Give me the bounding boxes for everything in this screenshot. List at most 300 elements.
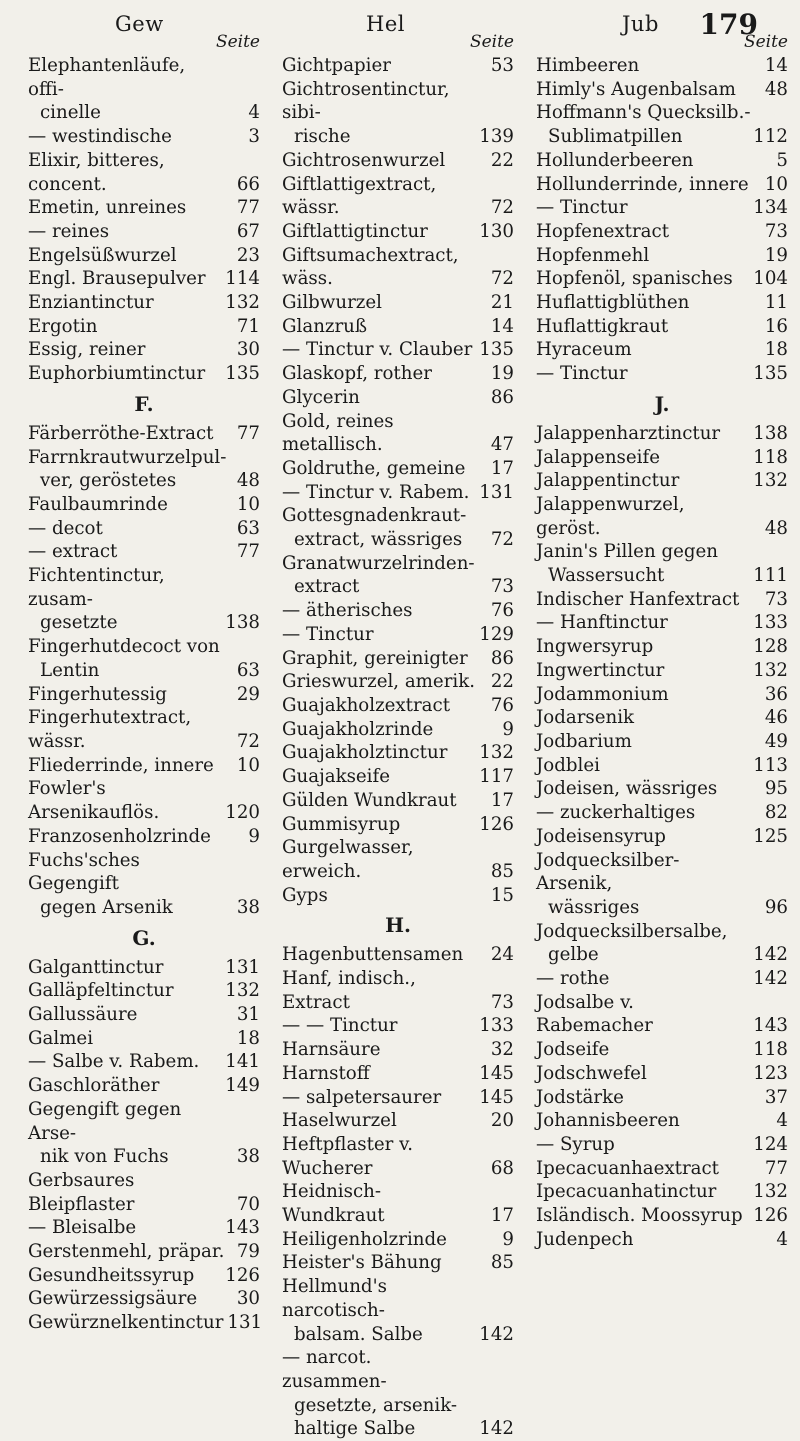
entry-page-number: 66 (236, 173, 260, 195)
index-entry (282, 1251, 514, 1275)
index-entry (282, 967, 514, 1014)
entry-page-number: 36 (764, 683, 788, 705)
index-entry (28, 1074, 260, 1098)
entry-page-number: 126 (225, 1264, 260, 1286)
entry-page-number: 32 (490, 1039, 514, 1061)
index-entry (536, 291, 788, 315)
entry-term: Lentin (40, 659, 100, 681)
entry-page-number: 70 (236, 1193, 260, 1215)
entry-term: cinelle (40, 102, 101, 124)
index-entry (536, 220, 788, 244)
entry-term: Johannisbeeren (536, 1110, 680, 1132)
index-entry (282, 220, 514, 244)
index-entry (28, 683, 260, 707)
entry-page-number: 125 (753, 825, 788, 847)
index-entry (282, 1014, 514, 1038)
entry-term: — Tinctur v. Rabem. (282, 481, 470, 503)
index-entry (536, 446, 788, 470)
index-entry (282, 765, 514, 789)
index-column-2 (282, 30, 514, 1441)
entry-term: balsam. Salbe (294, 1323, 423, 1345)
entry-term: wässriges (548, 896, 640, 918)
entry-term: — Tinctur (282, 623, 374, 645)
entry-term: Gallussäure (28, 1004, 138, 1026)
index-entry (282, 1275, 514, 1322)
entry-page-number: 118 (753, 1039, 788, 1061)
entry-term: — Syrup (536, 1133, 615, 1155)
entry-term: Fichtentinctur, zusam- (28, 565, 165, 610)
entry-term: Fingerhutessig (28, 683, 167, 705)
entry-term: Jalappenwurzel, geröst. (536, 493, 685, 539)
index-entry (28, 611, 260, 635)
index-entry (282, 386, 514, 410)
entry-term: Ingwertinctur (536, 659, 665, 681)
entry-page-number: 20 (490, 1110, 514, 1132)
index-entry (28, 315, 260, 339)
index-entry (536, 801, 788, 825)
entry-term: haltige Salbe (294, 1418, 416, 1440)
entry-page-number: 72 (236, 730, 260, 752)
entry-page-number: 111 (753, 565, 788, 587)
index-entry (536, 101, 788, 125)
entry-page-number: 17 (490, 457, 514, 479)
entry-page-number: 86 (490, 386, 514, 408)
entry-term: — zuckerhaltiges (536, 802, 696, 824)
entry-page-number: 31 (236, 1004, 260, 1026)
entry-page-number: 30 (236, 339, 260, 361)
index-entry (536, 1180, 788, 1204)
entry-term: Jalappentinctur (536, 470, 680, 492)
entry-term: Euphorbiumtinctur (28, 363, 206, 385)
entry-term: Jodeisen, wässriges (536, 778, 718, 800)
entry-page-number: 23 (236, 244, 260, 266)
entry-page-number: 77 (236, 197, 260, 219)
entry-term: Jalappenharztinctur (536, 422, 721, 444)
entry-page-number: 68 (490, 1157, 514, 1179)
entry-page-number: 71 (236, 315, 260, 337)
index-entry (28, 101, 260, 125)
index-entry (282, 481, 514, 505)
entry-page-number: 132 (753, 1181, 788, 1203)
entry-term: — Bleisalbe (28, 1217, 137, 1239)
entry-page-number: 5 (776, 149, 788, 171)
entry-page-number: 9 (248, 825, 260, 847)
entry-page-number: 37 (764, 1086, 788, 1108)
index-entry (282, 789, 514, 813)
index-columns (28, 30, 788, 1441)
entry-term: Harnstoff (282, 1062, 370, 1084)
entry-term: Gold, reines metallisch. (282, 410, 394, 456)
entry-term: Galläpfeltinctur (28, 980, 174, 1002)
entry-page-number: 145 (479, 1086, 514, 1108)
entry-term: Guajakholzextract (282, 694, 451, 716)
entry-page-number: 104 (753, 268, 788, 290)
entry-term: Heister's Bähung (282, 1252, 442, 1274)
index-entry (28, 979, 260, 1003)
entry-term: Hopfenöl, spanisches (536, 268, 733, 290)
index-entry (282, 836, 514, 883)
entry-term: ver, geröstetes (40, 470, 177, 492)
entry-page-number: 4 (776, 1228, 788, 1250)
index-entry (282, 1228, 514, 1252)
index-entry (282, 78, 514, 125)
index-entry (282, 149, 514, 173)
index-entry (536, 659, 788, 683)
index-entry (28, 149, 260, 196)
index-entry (282, 1133, 514, 1180)
index-entry (282, 125, 514, 149)
index-entry (536, 1133, 788, 1157)
entry-term: Gewürzessigsäure (28, 1288, 198, 1310)
index-entry (536, 362, 788, 386)
entry-term: Guajakholzrinde (282, 718, 434, 740)
entry-page-number: 22 (490, 671, 514, 693)
entry-term: Ingwersyrup (536, 636, 654, 658)
index-entry (536, 967, 788, 991)
index-entry (28, 706, 260, 753)
entry-term: Huflattigkraut (536, 315, 669, 337)
entry-term: rische (294, 126, 351, 148)
index-entry (28, 1216, 260, 1240)
index-entry (282, 1394, 514, 1418)
entry-term: — Tinctur (536, 363, 628, 385)
entry-term: Huflattigblüthen (536, 292, 690, 314)
index-entry (282, 884, 514, 908)
entry-page-number: 38 (236, 1146, 260, 1168)
entry-page-number: 138 (225, 612, 260, 634)
entry-page-number: 143 (225, 1217, 260, 1239)
index-entry (536, 1204, 788, 1228)
index-column-3 (536, 30, 788, 1441)
entry-term: Haselwurzel (282, 1110, 397, 1132)
entry-term: Janin's Pillen gegen (536, 541, 718, 563)
entry-term: Jodblei (536, 754, 600, 776)
entry-term: Essig, reiner (28, 339, 146, 361)
entry-term: extract, wässriges (294, 529, 463, 551)
entry-term: Fliederrinde, innere (28, 754, 214, 776)
index-entry (536, 1086, 788, 1110)
entry-term: Jodbarium (536, 730, 632, 752)
entry-page-number: 19 (764, 244, 788, 266)
entry-term: Gülden Wundkraut (282, 789, 457, 811)
index-entry (28, 1027, 260, 1051)
entry-page-number: 113 (753, 754, 788, 776)
entry-page-number: 126 (479, 813, 514, 835)
entry-term: Glaskopf, rother (282, 363, 432, 385)
entry-page-number: 73 (764, 588, 788, 610)
entry-page-number: 21 (490, 292, 514, 314)
index-entry (536, 422, 788, 446)
entry-page-number: 72 (490, 268, 514, 290)
entry-term: Grieswurzel, amerik. (282, 671, 476, 693)
entry-page-number: 85 (490, 1252, 514, 1274)
entry-term: Hellmund's narcotisch- (282, 1276, 387, 1321)
index-entry (28, 754, 260, 778)
entry-term: Heftpflaster v. Wucherer (282, 1133, 414, 1179)
entry-page-number: 73 (490, 576, 514, 598)
index-entry (536, 493, 788, 540)
index-entry (28, 635, 260, 659)
entry-term: Heiligenholzrinde (282, 1228, 447, 1250)
entry-term: — Salbe v. Rabem. (28, 1051, 200, 1073)
entry-page-number: 30 (236, 1288, 260, 1310)
index-entry (536, 1109, 788, 1133)
entry-term: — salpetersaurer (282, 1086, 442, 1108)
index-entry (282, 410, 514, 457)
entry-page-number: 15 (490, 884, 514, 906)
entry-page-number: 142 (753, 944, 788, 966)
entry-term: Hollunderbeeren (536, 149, 694, 171)
index-entry (28, 291, 260, 315)
entry-page-number: 3 (248, 126, 260, 148)
section-letter: G. (132, 925, 156, 950)
entry-page-number: 4 (248, 102, 260, 124)
index-entry (536, 244, 788, 268)
index-entry (28, 659, 260, 683)
index-entry (536, 849, 788, 896)
entry-page-number: 114 (225, 268, 260, 290)
entry-page-number: 86 (490, 647, 514, 669)
entry-page-number: 46 (764, 707, 788, 729)
index-entry (282, 1346, 514, 1393)
entry-page-number: 76 (490, 600, 514, 622)
entry-term: — westindische (28, 126, 172, 148)
index-entry (28, 125, 260, 149)
entry-page-number: 132 (753, 470, 788, 492)
entry-term: Engl. Brausepulver (28, 268, 206, 290)
index-entry (282, 623, 514, 647)
index-entry (28, 1003, 260, 1027)
entry-term: Fuchs'sches Gegengift (28, 849, 140, 895)
index-entry (28, 1287, 260, 1311)
index-entry (282, 943, 514, 967)
column-head-seite: Seite (743, 32, 788, 52)
entry-term: Gesundheitssyrup (28, 1264, 195, 1286)
entry-page-number: 134 (753, 197, 788, 219)
entry-page-number: 9 (502, 718, 514, 740)
entry-term: gesetzte, arsenik- (294, 1394, 458, 1416)
entry-page-number: 29 (236, 683, 260, 705)
entry-page-number: 72 (490, 197, 514, 219)
entry-page-number: 16 (764, 315, 788, 337)
entry-term: Gilbwurzel (282, 292, 382, 314)
entry-page-number: 117 (479, 766, 514, 788)
index-entry (282, 575, 514, 599)
entry-page-number: 96 (764, 896, 788, 918)
entry-term: Harnsäure (282, 1039, 381, 1061)
index-entry (282, 1062, 514, 1086)
entry-page-number: 135 (225, 363, 260, 385)
entry-page-number: 145 (479, 1062, 514, 1084)
entry-term: Ipecacuanhaextract (536, 1157, 719, 1179)
index-entry (536, 564, 788, 588)
index-entry (28, 338, 260, 362)
entry-page-number: 124 (753, 1133, 788, 1155)
index-entry (282, 1086, 514, 1110)
entry-term: Glanzruß (282, 315, 368, 337)
entry-term: Galmei (28, 1027, 94, 1049)
entry-page-number: 10 (764, 173, 788, 195)
index-entry (536, 777, 788, 801)
entry-page-number: 17 (490, 789, 514, 811)
entry-page-number: 77 (236, 422, 260, 444)
entry-term: gegen Arsenik (40, 896, 173, 918)
index-entry (282, 647, 514, 671)
entry-page-number: 47 (490, 434, 514, 456)
entry-page-number: 118 (753, 446, 788, 468)
entry-term: Hyraceum (536, 339, 632, 361)
index-entry (28, 540, 260, 564)
entry-page-number: 135 (753, 363, 788, 385)
index-entry (28, 849, 260, 896)
section-letter: J. (654, 391, 670, 416)
index-entry (536, 943, 788, 967)
entry-page-number: 141 (225, 1051, 260, 1073)
index-entry (536, 540, 788, 564)
index-entry (282, 599, 514, 623)
index-entry (28, 1311, 263, 1335)
entry-page-number: 18 (236, 1027, 260, 1049)
entry-page-number: 138 (753, 422, 788, 444)
index-entry (282, 362, 514, 386)
entry-term: Guajakholztinctur (282, 742, 448, 764)
entry-term: Emetin, unreines (28, 197, 187, 219)
index-entry (282, 670, 514, 694)
entry-page-number: 149 (225, 1075, 260, 1097)
entry-term: Gurgelwasser, erweich. (282, 837, 414, 882)
entry-term: Gichtpapier (282, 55, 391, 76)
entry-term: Galganttinctur (28, 956, 164, 978)
index-entry (536, 825, 788, 849)
index-entry (536, 730, 788, 754)
index-entry (282, 504, 514, 528)
entry-term: Hagenbuttensamen (282, 944, 464, 966)
entry-page-number: 133 (479, 1015, 514, 1037)
index-entry (282, 1109, 514, 1133)
entry-term: Guajakseife (282, 766, 390, 788)
entry-term: Hopfenextract (536, 220, 670, 242)
entry-term: Jodschwefel (536, 1062, 647, 1084)
entry-page-number: 9 (502, 1228, 514, 1250)
entry-page-number: 120 (225, 802, 260, 824)
entry-page-number: 53 (490, 55, 514, 76)
index-entry (282, 54, 514, 78)
entry-page-number: 38 (236, 896, 260, 918)
entry-page-number: 79 (236, 1241, 260, 1263)
header-center-word: Hel (366, 12, 405, 36)
entry-term: Giftlattigextract, wässr. (282, 173, 437, 219)
index-entry (536, 1038, 788, 1062)
entry-page-number: 72 (490, 529, 514, 551)
entry-term: Gyps (282, 884, 328, 906)
index-entry (536, 78, 788, 102)
index-entry (536, 635, 788, 659)
entry-term: Isländisch. Moossyrup (536, 1205, 743, 1227)
entry-page-number: 142 (479, 1323, 514, 1345)
index-entry (282, 528, 514, 552)
index-entry (536, 706, 788, 730)
entry-page-number: 14 (490, 315, 514, 337)
entry-term: — Tinctur (536, 197, 628, 219)
entry-term: Engelsüßwurzel (28, 244, 177, 266)
entry-term: Goldruthe, gemeine (282, 457, 466, 479)
index-entry (536, 1157, 788, 1181)
entry-page-number: 48 (764, 517, 788, 539)
entry-term: Glycerin (282, 386, 360, 408)
entry-term: Himly's Augenbalsam (536, 78, 736, 100)
entry-term: Färberröthe-Extract (28, 422, 214, 444)
entry-term: Fingerhutdecoct von (28, 636, 220, 658)
index-entry (282, 1323, 514, 1347)
entry-term: Gichtrosenwurzel (282, 149, 446, 171)
index-entry (536, 315, 788, 339)
index-entry (28, 1145, 260, 1169)
index-entry (28, 564, 260, 611)
entry-page-number: 19 (490, 363, 514, 385)
index-entry (28, 267, 260, 291)
index-entry (28, 956, 260, 980)
entry-term: — extract (28, 541, 118, 563)
entry-page-number: 18 (764, 339, 788, 361)
entry-term: Gaschloräther (28, 1075, 160, 1097)
index-entry (536, 1062, 788, 1086)
index-entry (28, 493, 260, 517)
index-entry (28, 1240, 260, 1264)
index-entry (28, 446, 260, 470)
index-entry (536, 149, 788, 173)
index-entry (536, 683, 788, 707)
entry-page-number: 132 (479, 742, 514, 764)
entry-page-number: 132 (225, 292, 260, 314)
index-entry (536, 1228, 788, 1252)
index-entry (536, 338, 788, 362)
entry-term: Jodstärke (536, 1086, 624, 1108)
index-entry (28, 1264, 260, 1288)
page-number: 179 (699, 8, 758, 41)
entry-page-number: 131 (227, 1312, 263, 1334)
entry-term: — decot (28, 517, 103, 539)
index-entry (282, 1038, 514, 1062)
entry-term: Heidnisch-Wundkraut (282, 1181, 385, 1227)
index-entry (282, 813, 514, 837)
index-entry (282, 173, 514, 220)
entry-page-number: 130 (479, 220, 514, 242)
index-entry (282, 552, 514, 576)
entry-term: Jalappenseife (536, 446, 660, 468)
section-letter: H. (385, 913, 411, 938)
entry-term: Fingerhutextract, wässr. (28, 707, 192, 752)
entry-page-number: 77 (764, 1157, 788, 1179)
entry-page-number: 82 (764, 802, 788, 824)
entry-page-number: 17 (490, 1205, 514, 1227)
entry-term: Gottesgnadenkraut- (282, 505, 467, 527)
index-entry (282, 338, 514, 362)
entry-page-number: 133 (753, 612, 788, 634)
index-entry (536, 920, 788, 944)
entry-page-number: 135 (479, 339, 514, 361)
entry-term: Graphit, gereinigter (282, 647, 468, 669)
entry-page-number: 129 (479, 623, 514, 645)
entry-term: nik von Fuchs (40, 1146, 169, 1168)
index-entry (536, 896, 788, 920)
entry-page-number: 95 (764, 778, 788, 800)
entry-term: Jodquecksilber-Arsenik, (536, 849, 680, 895)
index-entry (282, 1417, 514, 1441)
entry-term: — narcot. zusammen- (282, 1347, 387, 1392)
entry-page-number: 77 (236, 541, 260, 563)
index-entry (28, 1050, 260, 1074)
entry-page-number: 142 (479, 1418, 514, 1440)
